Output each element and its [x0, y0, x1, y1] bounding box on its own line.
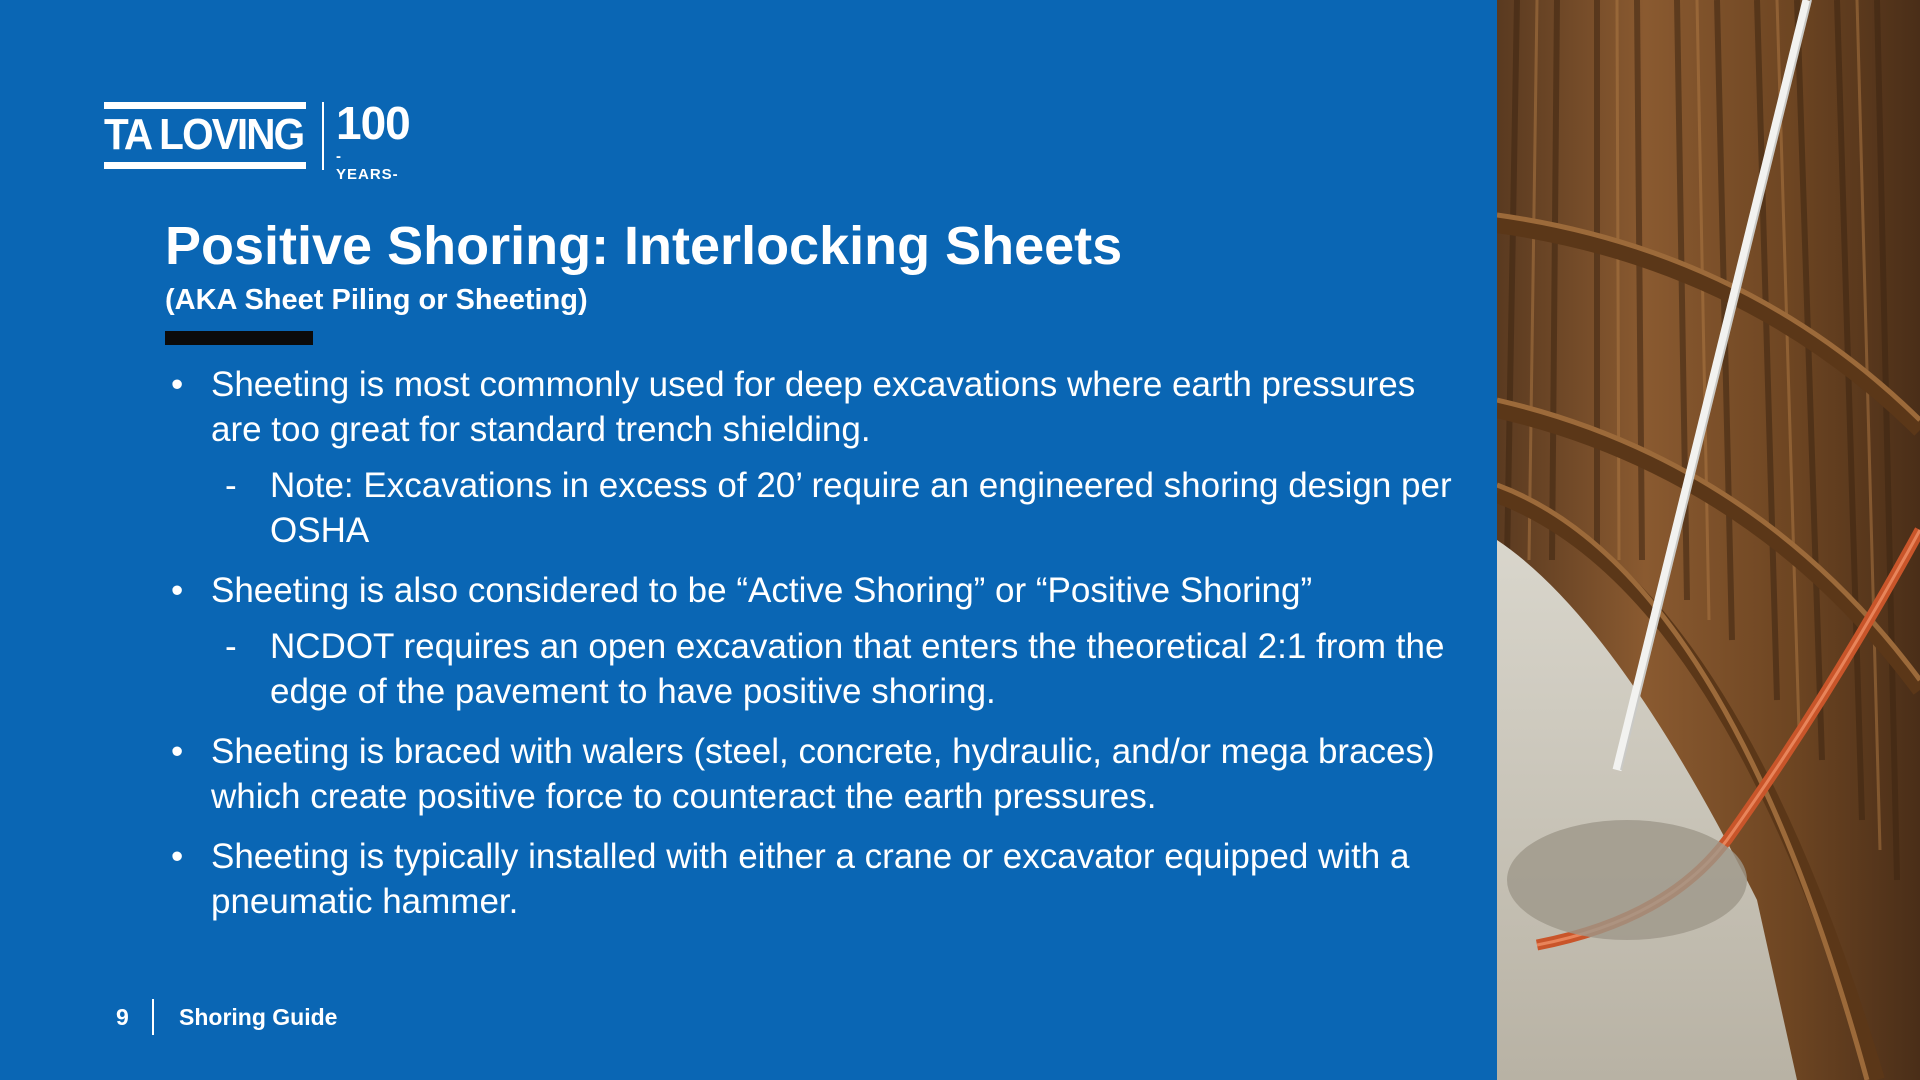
- logo-brand-text: TA LOVING: [104, 110, 304, 159]
- footer-divider: [152, 999, 154, 1035]
- bullet-text: Sheeting is typically installed with either a crane or excavator equipped with a pneumatic hammer.: [211, 837, 1410, 921]
- sub-bullet-item: [165, 624, 1465, 714]
- sub-bullet-marker: -: [225, 466, 237, 505]
- page-number: 9: [116, 1004, 129, 1030]
- bullet-item: [165, 362, 1465, 452]
- bullet-list: [165, 362, 1465, 939]
- bullet-marker: •: [171, 365, 184, 404]
- bullet-item: [165, 729, 1465, 819]
- bullet-marker: •: [171, 732, 184, 771]
- bullet-text: Sheeting is braced with walers (steel, concrete, hydraulic, and/or mega braces) which create positive force to counteract the earth pressures.: [211, 732, 1435, 816]
- slide-subtitle: (AKA Sheet Piling or Sheeting): [165, 284, 588, 316]
- sub-bullet-item: [165, 463, 1465, 553]
- excavation-photo: [1497, 0, 1920, 1080]
- logo-wordmark: [104, 100, 306, 172]
- bullet-marker: •: [171, 571, 184, 610]
- footer-label: Shoring Guide: [179, 1004, 338, 1030]
- sub-bullet-text: NCDOT requires an open excavation that enters the theoretical 2:1 from the edge of the pavement to have positive shoring.: [270, 627, 1445, 711]
- title-underline: [165, 331, 313, 345]
- sub-bullet-marker: -: [225, 627, 237, 666]
- bullet-item: [165, 834, 1465, 924]
- bullet-marker: •: [171, 837, 184, 876]
- logo-anniversary-label: -YEARS-: [336, 148, 399, 183]
- logo-divider: [322, 102, 324, 170]
- logo-anniversary-number: 100: [336, 97, 410, 149]
- bullet-item: [165, 568, 1465, 613]
- bullet-text: Sheeting is also considered to be “Active Shoring” or “Positive Shoring”: [211, 571, 1313, 610]
- sub-bullet-text: Note: Excavations in excess of 20’ require an engineered shoring design per OSHA: [270, 466, 1452, 550]
- slide-title: Positive Shoring: Interlocking Sheets: [165, 216, 1123, 276]
- bullet-text: Sheeting is most commonly used for deep excavations where earth pressures are too great for standard trench shielding.: [211, 365, 1416, 449]
